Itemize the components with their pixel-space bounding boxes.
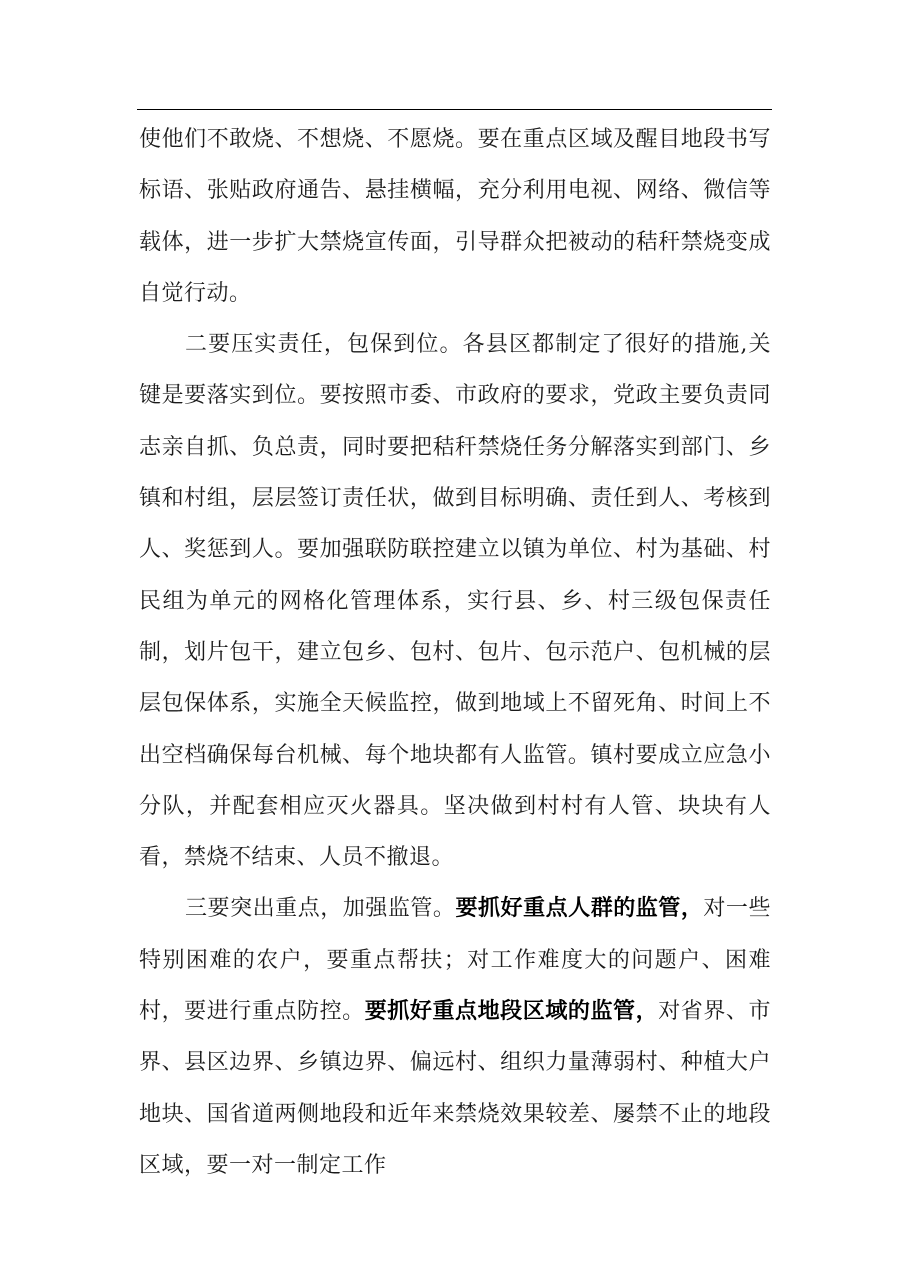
- header-rule: [137, 109, 772, 110]
- bold-key-population: 要抓好重点人群的监管，: [455, 895, 704, 922]
- document-body: [139, 114, 771, 1191]
- paragraph-responsibility: 二要压实责任，包保到位。各县区都制定了很好的措施,关键是要落实到位。要按照市委、市政府的要求，党政主要负责同志亲自抓、负总责，同时要把秸秆禁烧任务分解落实到部门、乡镇和村组，层层签订责任状，做到目标明确、责任到人、考核到人、奖惩到人。要加强联防联控建立以镇为单位、村为基础、村民组为单元的网格化管理体系，实行县、乡、村三级包保责任制，划片包干，建立包乡、包村、包片、包示范户、包机械的层层包保体系，实施全天候监控，做到地域上不留死角、时间上不出空档确保每台机械、每个地块都有人监管。镇村要成立应急小分队，并配套相应灭火器具。坚决做到村村有人管、块块有人看，禁烧不结束、人员不撤退。: [139, 332, 771, 871]
- bold-key-area: 要抓好重点地段区域的监管，: [364, 998, 659, 1025]
- paragraph-propaganda: 使他们不敢烧、不想烧、不愿烧。要在重点区域及醒目地段书写标语、张贴政府通告、悬挂横幅，充分利用电视、网络、微信等载体，进一步扩大禁烧宣传面，引导群众把被动的秸秆禁烧变成自觉行动。: [139, 127, 771, 306]
- paragraph-supervision-population: 对一些特别困难的农户，要重点帮扶；对工作难度大的问题户、困难村，要进行重点防控。: [139, 896, 771, 1025]
- paragraph-supervision: [139, 883, 771, 1191]
- paragraph-supervision-lead: 三要突出重点，加强监管。: [185, 896, 456, 922]
- paragraph-supervision-area: 对省界、市界、县区边界、乡镇边界、偏远村、组织力量薄弱村、种植大户地块、国省道两侧地段和近年来禁烧效果较差、屡禁不止的地段区域，要一对一制定工作: [139, 999, 771, 1178]
